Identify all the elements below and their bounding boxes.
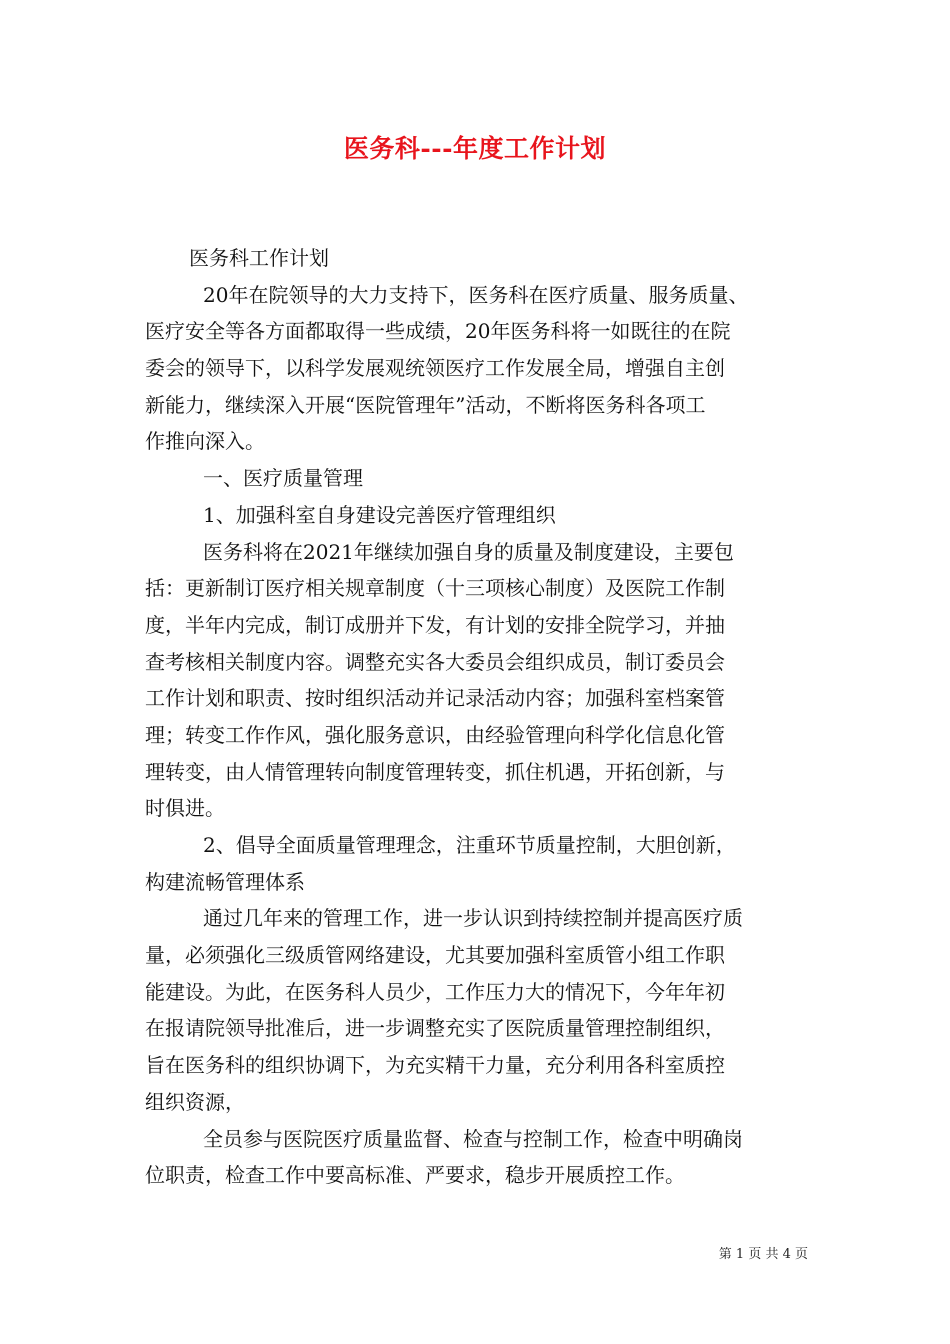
body-line: 理；转变工作作风，强化服务意识，由经验管理向科学化信息化管 <box>145 722 725 747</box>
body-line: 2、倡导全面质量管理理念，注重环节质量控制，大胆创新， <box>203 833 736 857</box>
body-line: 在报请院领导批准后，进一步调整充实了医院质量管理控制组织， <box>145 1016 725 1041</box>
body-line: 能建设。为此，在医务科人员少，工作压力大的情况下，今年年初 <box>145 979 725 1004</box>
body-line: 位职责，检查工作中要高标准、严要求，稳步开展质控工作。 <box>145 1163 685 1188</box>
body-line: 时俱进。 <box>145 796 225 821</box>
body-line: 度，半年内完成，制订成册并下发，有计划的安排全院学习，并抽 <box>145 612 725 637</box>
body-line: 20年在院领导的大力支持下，医务科在医疗质量、服务质量、 <box>203 282 749 307</box>
body-line: 医务科工作计划 <box>189 246 329 270</box>
body-line: 工作计划和职责、按时组织活动并记录活动内容；加强科室档案管 <box>145 686 725 711</box>
document-body <box>145 240 817 1194</box>
body-line: 委会的领导下，以科学发展观统领医疗工作发展全局，增强自主创 <box>145 356 725 381</box>
page-number: 第 1 页 共 4 页 <box>718 1247 808 1262</box>
body-line: 构建流畅管理体系 <box>145 869 305 894</box>
body-line: 量，必须强化三级质管网络建设，尤其要加强科室质管小组工作职 <box>145 943 725 968</box>
body-line: 1、加强科室自身建设完善医疗管理组织 <box>203 502 556 527</box>
body-line: 作推向深入。 <box>145 429 265 454</box>
body-line: 新能力，继续深入开展“医院管理年”活动，不断将医务科各项工 <box>145 392 706 417</box>
document-title: 医务科---年度工作计划 <box>343 134 607 163</box>
body-line: 查考核相关制度内容。调整充实各大委员会组织成员，制订委员会 <box>145 649 725 674</box>
body-line: 旨在医务科的组织协调下，为充实精干力量，充分利用各科室质控 <box>145 1053 725 1078</box>
body-line: 全员参与医院医疗质量监督、检查与控制工作，检查中明确岗 <box>203 1126 743 1151</box>
body-line: 一、医疗质量管理 <box>203 466 363 491</box>
body-line: 医务科将在2021年继续加强自身的质量及制度建设，主要包 <box>203 539 734 564</box>
body-line: 医疗安全等各方面都取得一些成绩，20年医务科将一如既往的在院 <box>145 319 731 344</box>
body-line: 组织资源， <box>145 1089 245 1114</box>
body-line: 括：更新制订医疗相关规章制度（十三项核心制度）及医院工作制 <box>145 576 725 601</box>
body-line: 通过几年来的管理工作，进一步认识到持续控制并提高医疗质 <box>203 906 743 931</box>
body-line: 理转变，由人情管理转向制度管理转变，抓住机遇，开拓创新，与 <box>145 759 725 784</box>
